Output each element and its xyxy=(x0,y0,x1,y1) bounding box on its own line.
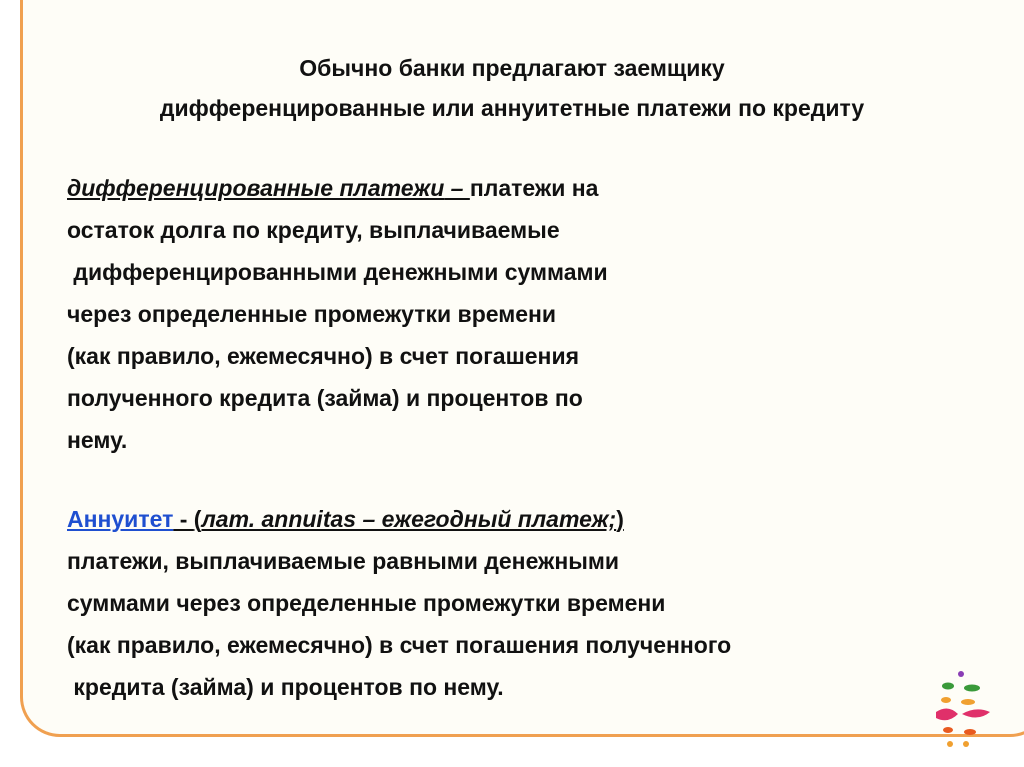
definition1-line-4: через определенные промежутки времени xyxy=(67,301,557,327)
annuity-link[interactable]: Аннуитет xyxy=(67,506,174,532)
definition1-line-5: (как правило, ежемесячно) в счет погашения xyxy=(67,343,579,369)
definition1-line-2: остаток долга по кредиту, выплачиваемые xyxy=(67,217,560,243)
decorative-dots-logo-icon xyxy=(928,668,998,758)
definition1-line1-rest: платежи на xyxy=(469,175,599,201)
definition1-line-3: дифференцированными денежными суммами xyxy=(67,259,608,285)
term-differentiated-payments: дифференцированные платежи xyxy=(67,175,445,201)
page-title xyxy=(0,48,1024,128)
title-line-1: Обычно банки предлагают заемщику xyxy=(299,55,725,81)
definition2-line-4: (как правило, ежемесячно) в счет погашения полученного xyxy=(67,632,732,658)
annuity-dash: - xyxy=(173,506,194,532)
definition-annuity xyxy=(67,498,731,708)
etymology-paren-close: ) xyxy=(616,506,624,532)
definition2-line-5: кредита (займа) и процентов по нему. xyxy=(67,674,504,700)
definition1-line-7: нему. xyxy=(67,427,128,453)
definition2-line-3: суммами через определенные промежутки времени xyxy=(67,590,666,616)
term-dash: – xyxy=(444,175,470,201)
definition2-line-1 xyxy=(67,498,731,540)
annuity-etymology: лат. annuitas – ежегодный платеж; xyxy=(201,506,617,532)
definition1-line-1 xyxy=(67,167,608,209)
title-line-2: дифференцированные или аннуитетные платежи по кредиту xyxy=(159,95,865,121)
definition1-line-6: полученного кредита (займа) и процентов по xyxy=(67,385,583,411)
definition2-line-2: платежи, выплачиваемые равными денежными xyxy=(67,548,620,574)
etymology-paren-open: ( xyxy=(193,506,202,532)
definition-differentiated xyxy=(67,167,608,461)
